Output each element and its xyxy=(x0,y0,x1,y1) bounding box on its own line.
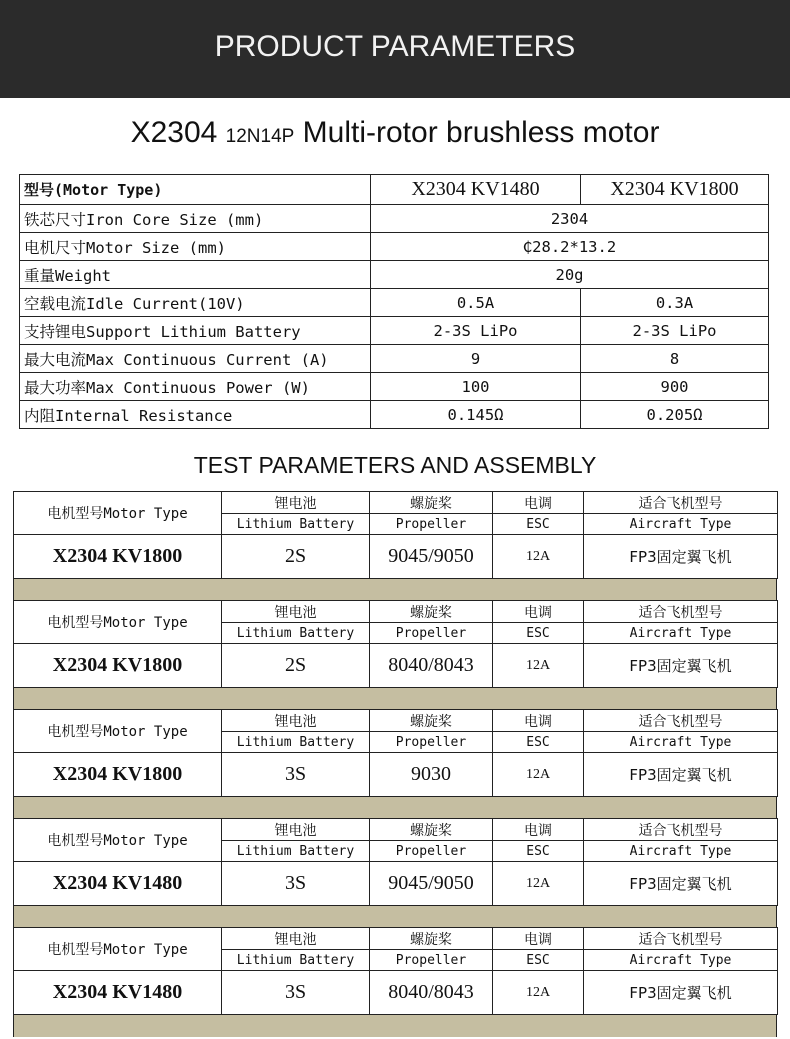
header-banner xyxy=(0,0,790,98)
aircraft-cell: FP3固定翼飞机 xyxy=(584,971,778,1015)
motor-model-cell: X2304 KV1800 xyxy=(14,535,222,579)
aircraft-cell: FP3固定翼飞机 xyxy=(584,535,778,579)
motor-model-cell: X2304 KV1800 xyxy=(14,644,222,688)
esc-cell: 12A xyxy=(493,535,584,579)
battery-header-en: Lithium Battery xyxy=(222,950,370,971)
propeller-header-cn: 螺旋桨 xyxy=(370,710,493,732)
aircraft-header-en: Aircraft Type xyxy=(584,623,778,644)
test-table xyxy=(13,491,778,579)
block-separator xyxy=(13,906,777,928)
spec-row-value: 2304 xyxy=(371,205,769,233)
battery-header-cn: 锂电池 xyxy=(222,492,370,514)
propeller-header-en: Propeller xyxy=(370,732,493,753)
spec-row-value-kv1800: 8 xyxy=(581,345,769,373)
battery-header-en: Lithium Battery xyxy=(222,732,370,753)
spec-row xyxy=(20,373,769,401)
test-table xyxy=(13,927,778,1015)
propeller-header-en: Propeller xyxy=(370,841,493,862)
spec-row xyxy=(20,233,769,261)
esc-cell: 12A xyxy=(493,862,584,906)
motor-model-cell: X2304 KV1480 xyxy=(14,862,222,906)
spec-row-label: 空载电流Idle Current(10V) xyxy=(20,289,371,317)
test-block xyxy=(13,818,777,927)
test-block xyxy=(13,927,777,1036)
block-separator xyxy=(13,579,777,601)
aircraft-header-en: Aircraft Type xyxy=(584,841,778,862)
spec-row-value: ₵28.2*13.2 xyxy=(371,233,769,261)
spec-row-value-kv1480: 100 xyxy=(371,373,581,401)
spec-row xyxy=(20,261,769,289)
esc-cell: 12A xyxy=(493,753,584,797)
test-block xyxy=(13,600,777,709)
aircraft-cell: FP3固定翼飞机 xyxy=(584,753,778,797)
propeller-cell: 8040/8043 xyxy=(370,971,493,1015)
block-separator xyxy=(13,797,777,819)
propeller-header-cn: 螺旋桨 xyxy=(370,601,493,623)
block-separator xyxy=(13,1015,777,1037)
propeller-cell: 9030 xyxy=(370,753,493,797)
test-table xyxy=(13,600,778,688)
battery-header-en: Lithium Battery xyxy=(222,623,370,644)
test-table xyxy=(13,709,778,797)
test-table xyxy=(13,818,778,906)
aircraft-cell: FP3固定翼飞机 xyxy=(584,862,778,906)
esc-header-cn: 电调 xyxy=(493,601,584,623)
propeller-header-en: Propeller xyxy=(370,623,493,644)
spec-row-label: 铁芯尺寸Iron Core Size (mm) xyxy=(20,205,371,233)
motor-model: X2304 xyxy=(130,116,218,149)
propeller-header-cn: 螺旋桨 xyxy=(370,492,493,514)
spec-row-label: 重量Weight xyxy=(20,261,371,289)
test-section-title: TEST PARAMETERS AND ASSEMBLY xyxy=(193,452,597,478)
motor-description: Multi-rotor brushless motor xyxy=(302,116,660,149)
spec-row xyxy=(20,317,769,345)
spec-row-label: 电机尺寸Motor Size (mm) xyxy=(20,233,371,261)
spec-row-label: 最大功率Max Continuous Power (W) xyxy=(20,373,371,401)
propeller-cell: 9045/9050 xyxy=(370,535,493,579)
motor-type-header: 电机型号Motor Type xyxy=(14,601,222,644)
motor-model-cell: X2304 KV1800 xyxy=(14,753,222,797)
spec-row-value-kv1480: 0.145Ω xyxy=(371,401,581,429)
spec-row-value-kv1800: 0.3A xyxy=(581,289,769,317)
motor-type-header: 电机型号Motor Type xyxy=(14,710,222,753)
spec-row-value-kv1480: 9 xyxy=(371,345,581,373)
spec-header-kv1480: X2304 KV1480 xyxy=(371,175,581,205)
motor-type-header: 电机型号Motor Type xyxy=(14,819,222,862)
esc-header-cn: 电调 xyxy=(493,928,584,950)
battery-header-en: Lithium Battery xyxy=(222,514,370,535)
battery-header-cn: 锂电池 xyxy=(222,710,370,732)
spec-row-value-kv1800: 900 xyxy=(581,373,769,401)
spec-row xyxy=(20,401,769,429)
aircraft-header-en: Aircraft Type xyxy=(584,950,778,971)
spec-row-value-kv1480: 2-3S LiPo xyxy=(371,317,581,345)
esc-cell: 12A xyxy=(493,644,584,688)
aircraft-header-cn: 适合飞机型号 xyxy=(584,928,778,950)
spec-row xyxy=(20,205,769,233)
propeller-header-cn: 螺旋桨 xyxy=(370,928,493,950)
esc-header-en: ESC xyxy=(493,732,584,753)
aircraft-header-cn: 适合飞机型号 xyxy=(584,819,778,841)
aircraft-header-en: Aircraft Type xyxy=(584,514,778,535)
battery-cell: 3S xyxy=(222,753,370,797)
battery-header-cn: 锂电池 xyxy=(222,928,370,950)
esc-header-en: ESC xyxy=(493,841,584,862)
spec-row xyxy=(20,345,769,373)
spec-row-label: 最大电流Max Continuous Current (A) xyxy=(20,345,371,373)
esc-header-cn: 电调 xyxy=(493,710,584,732)
spec-row-value-kv1800: 0.205Ω xyxy=(581,401,769,429)
aircraft-header-cn: 适合飞机型号 xyxy=(584,601,778,623)
spec-row xyxy=(20,289,769,317)
battery-header-en: Lithium Battery xyxy=(222,841,370,862)
test-block xyxy=(13,491,777,600)
banner-title: PRODUCT PARAMETERS xyxy=(214,30,576,63)
aircraft-header-en: Aircraft Type xyxy=(584,732,778,753)
battery-header-cn: 锂电池 xyxy=(222,819,370,841)
propeller-cell: 8040/8043 xyxy=(370,644,493,688)
aircraft-cell: FP3固定翼飞机 xyxy=(584,644,778,688)
esc-header-en: ESC xyxy=(493,623,584,644)
battery-header-cn: 锂电池 xyxy=(222,601,370,623)
propeller-header-en: Propeller xyxy=(370,514,493,535)
spec-header-label: 型号(Motor Type) xyxy=(20,175,371,205)
propeller-header-cn: 螺旋桨 xyxy=(370,819,493,841)
motor-model-cell: X2304 KV1480 xyxy=(14,971,222,1015)
spec-row-label: 内阻Internal Resistance xyxy=(20,401,371,429)
test-assembly-tables xyxy=(13,491,777,1036)
propeller-header-en: Propeller xyxy=(370,950,493,971)
battery-cell: 2S xyxy=(222,535,370,579)
battery-cell: 2S xyxy=(222,644,370,688)
battery-cell: 3S xyxy=(222,862,370,906)
esc-header-en: ESC xyxy=(493,514,584,535)
spec-row-value-kv1800: 2-3S LiPo xyxy=(581,317,769,345)
motor-type-header: 电机型号Motor Type xyxy=(14,928,222,971)
motor-title xyxy=(0,116,790,150)
test-block xyxy=(13,709,777,818)
esc-header-cn: 电调 xyxy=(493,819,584,841)
aircraft-header-cn: 适合飞机型号 xyxy=(584,492,778,514)
esc-header-cn: 电调 xyxy=(493,492,584,514)
motor-config: 12N14P xyxy=(225,126,295,147)
esc-cell: 12A xyxy=(493,971,584,1015)
aircraft-header-cn: 适合飞机型号 xyxy=(584,710,778,732)
propeller-cell: 9045/9050 xyxy=(370,862,493,906)
motor-type-header: 电机型号Motor Type xyxy=(14,492,222,535)
spec-row-value: 20g xyxy=(371,261,769,289)
battery-cell: 3S xyxy=(222,971,370,1015)
block-separator xyxy=(13,688,777,710)
esc-header-en: ESC xyxy=(493,950,584,971)
spec-table xyxy=(19,174,769,429)
spec-row-label: 支持锂电Support Lithium Battery xyxy=(20,317,371,345)
spec-row-value-kv1480: 0.5A xyxy=(371,289,581,317)
spec-header-kv1800: X2304 KV1800 xyxy=(581,175,769,205)
spec-header-row xyxy=(20,175,769,205)
